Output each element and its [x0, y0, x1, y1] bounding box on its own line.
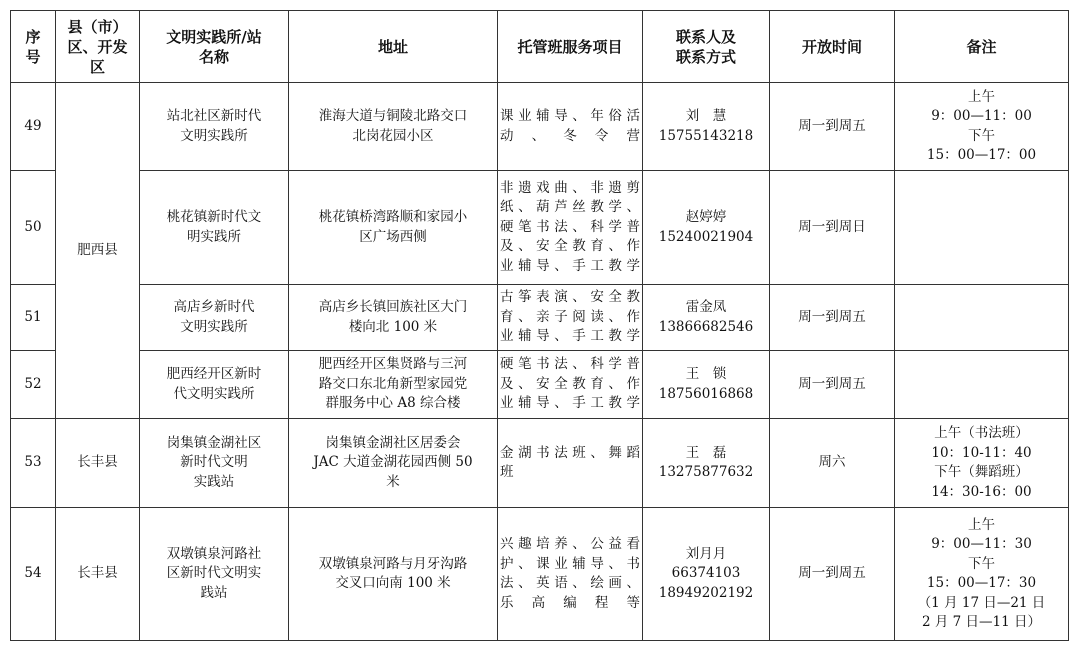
county-cell: 肥西县: [56, 83, 140, 419]
notes-cell: [895, 351, 1069, 419]
open-hours: 周一到周五: [770, 351, 895, 419]
row-no: 49: [11, 83, 56, 171]
contact-phone: 18949202192: [658, 584, 754, 601]
contact-cell: [643, 285, 770, 351]
open-hours: 周一到周五: [770, 83, 895, 171]
station-address: 岗集镇金湖社区居委会 JAC 大道金湖花园西侧 50 米: [289, 419, 498, 508]
contact-phone: 66374103: [671, 565, 741, 582]
notes-cell: [895, 285, 1069, 351]
contact-phone: 15755143218: [658, 127, 754, 144]
contact-name: 赵婷婷: [685, 209, 727, 225]
row-no: 50: [11, 171, 56, 285]
header-notes: 备注: [895, 11, 1069, 83]
table-row: [11, 419, 1069, 508]
table-row: [11, 351, 1069, 419]
open-hours: 周一到周五: [770, 285, 895, 351]
contact-cell: [643, 351, 770, 419]
service-items: 非遗戏曲、非遗剪 纸、葫芦丝教学、 硬笔书法、科学普 及、安全教育、作 业辅导、手工教学: [498, 171, 643, 285]
station-address: 双墩镇泉河路与月牙沟路 交叉口向南 100 米: [289, 508, 498, 641]
station-name: 站北社区新时代 文明实践所: [140, 83, 289, 171]
contact-name: 刘月月: [685, 545, 727, 562]
contact-phone: 18756016868: [658, 385, 754, 402]
contact-name: 王 锁: [685, 366, 727, 382]
contact-name: 刘 慧: [685, 108, 727, 124]
row-no: 51: [11, 285, 56, 351]
table-row: [11, 285, 1069, 351]
table-row: [11, 171, 1069, 285]
service-items: 金湖书法班、舞蹈 班: [498, 419, 643, 508]
contact-name: 雷金凤: [685, 299, 727, 315]
table-row: [11, 83, 1069, 171]
station-name: 岗集镇金湖社区 新时代文明 实践站: [140, 419, 289, 508]
header-name: 文明实践所/站 名称: [140, 11, 289, 83]
service-items: 硬笔书法、科学普 及、安全教育、作 业辅导、手工教学: [498, 351, 643, 419]
row-no: 53: [11, 419, 56, 508]
header-contact: 联系人及 联系方式: [643, 11, 770, 83]
open-hours: 周六: [770, 419, 895, 508]
contact-cell: [643, 419, 770, 508]
notes-cell: 上午 9：00—11：30 下午 15：00—17：30 （1 月 17 日—21 日 2 月 7 日—11 日）: [895, 508, 1069, 641]
notes-cell: 上午（书法班） 10：10-11：40 下午（舞蹈班） 14：30-16：00: [895, 419, 1069, 508]
header-no: 序 号: [11, 11, 56, 83]
service-items: 兴趣培养、公益看 护、课业辅导、书 法、英语、绘画、 乐高编程等: [498, 508, 643, 641]
station-address: 桃花镇桥湾路顺和家园小 区广场西侧: [289, 171, 498, 285]
contact-cell: [643, 171, 770, 285]
notes-cell: [895, 171, 1069, 285]
service-items: 古筝表演、安全教 育、亲子阅读、作 业辅导、手工教学: [498, 285, 643, 351]
row-no: 54: [11, 508, 56, 641]
county-cell: 长丰县: [56, 508, 140, 641]
contact-name: 王 磊: [685, 444, 727, 461]
station-name: 高店乡新时代 文明实践所: [140, 285, 289, 351]
contact-cell: [643, 83, 770, 171]
header-county: 县（市） 区、开发 区: [56, 11, 140, 83]
station-name: 桃花镇新时代文 明实践所: [140, 171, 289, 285]
service-items: 课业辅导、年俗活 动、冬令营: [498, 83, 643, 171]
station-address: 肥西经开区集贤路与三河 路交口东北角新型家园党 群服务中心 A8 综合楼: [289, 351, 498, 419]
header-services: 托管班服务项目: [498, 11, 643, 83]
station-name: 肥西经开区新时 代文明实践所: [140, 351, 289, 419]
header-row: [11, 11, 1069, 83]
contact-phone: 15240021904: [658, 228, 754, 245]
station-address: 淮海大道与铜陵北路交口 北岗花园小区: [289, 83, 498, 171]
service-table: [10, 10, 1069, 641]
station-address: 高店乡长镇回族社区大门 楼向北 100 米: [289, 285, 498, 351]
contact-phone: 13866682546: [658, 318, 754, 335]
station-name: 双墩镇泉河路社 区新时代文明实 践站: [140, 508, 289, 641]
contact-cell: [643, 508, 770, 641]
county-cell: 长丰县: [56, 419, 140, 508]
open-hours: 周一到周日: [770, 171, 895, 285]
header-hours: 开放时间: [770, 11, 895, 83]
notes-cell: 上午 9：00—11：00 下午 15：00—17：00: [895, 83, 1069, 171]
header-address: 地址: [289, 11, 498, 83]
row-no: 52: [11, 351, 56, 419]
table-row: [11, 508, 1069, 641]
open-hours: 周一到周五: [770, 508, 895, 641]
contact-phone: 13275877632: [658, 464, 754, 480]
